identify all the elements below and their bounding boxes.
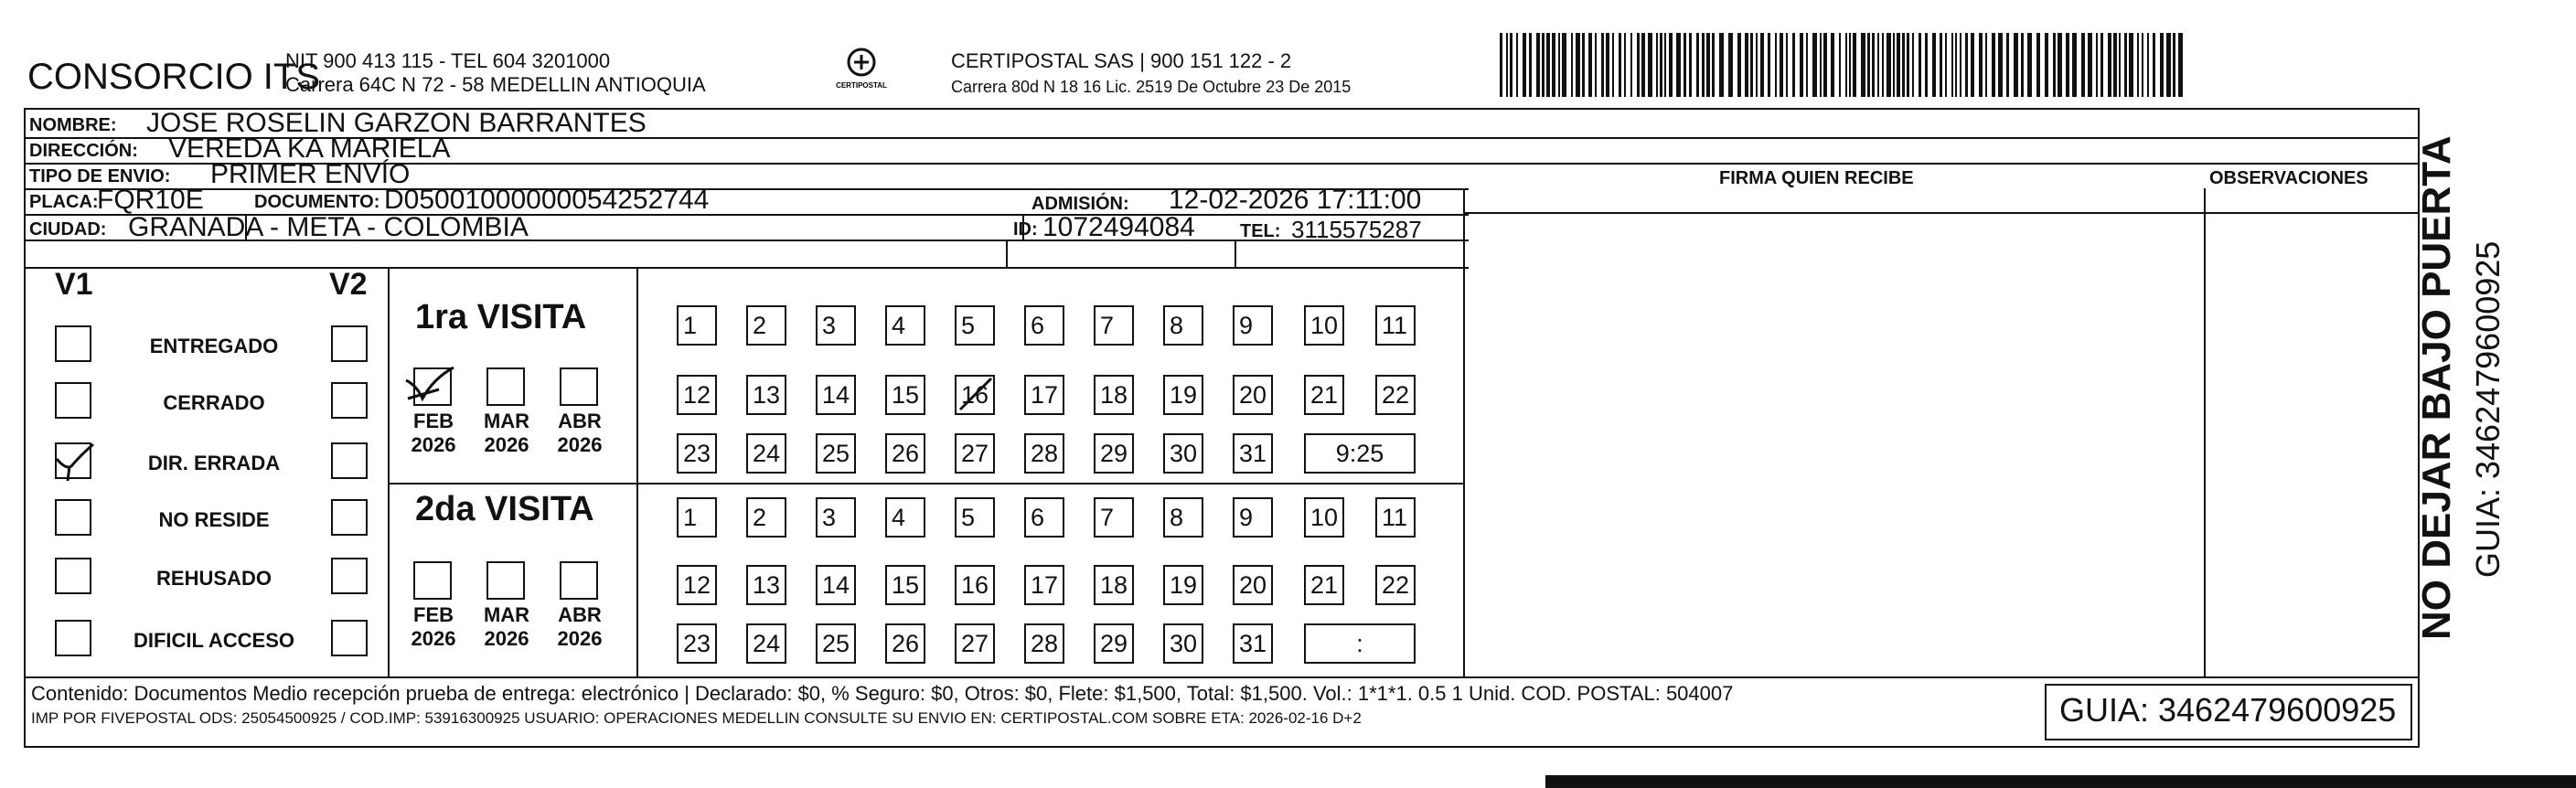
id-value: 1072494084 bbox=[1042, 212, 1195, 242]
v1-checkbox[interactable] bbox=[55, 620, 91, 656]
day-box[interactable]: 10 bbox=[1304, 497, 1344, 538]
day-box[interactable]: 20 bbox=[1233, 565, 1273, 605]
check-mark-icon bbox=[402, 362, 457, 408]
footer-contenido: Contenido: Documentos Medio recepción prueba de entrega: electrónico | Declarado: $0, % Seguro: $0, Otros: $0, Flete: $1,500, Total: $1,500. Vol.: 1*1*1. 0.5 1 Unid. COD. POSTAL: 504007 bbox=[31, 682, 1734, 705]
day-box[interactable]: 13 bbox=[746, 375, 786, 415]
day-box[interactable]: 9 bbox=[1233, 497, 1273, 538]
day-box[interactable]: 6 bbox=[1024, 497, 1064, 538]
courier-info: CERTIPOSTAL SAS | 900 151 122 - 2 bbox=[951, 49, 1292, 72]
month-label: FEB bbox=[413, 410, 454, 432]
company-address: Carrera 64C N 72 - 58 MEDELLIN ANTIOQUIA bbox=[285, 73, 706, 96]
first-visit-time[interactable]: 9:25 bbox=[1304, 433, 1416, 474]
day-box[interactable]: 12 bbox=[677, 565, 717, 605]
id-label: ID: bbox=[1013, 219, 1038, 240]
month-checkbox[interactable] bbox=[560, 561, 598, 600]
barcode bbox=[1500, 33, 2195, 97]
day-box[interactable]: 14 bbox=[816, 375, 856, 415]
day-box[interactable]: 18 bbox=[1094, 375, 1134, 415]
day-box[interactable]: 22 bbox=[1375, 565, 1416, 605]
second-visit-label: 2da VISITA bbox=[415, 490, 594, 528]
day-box[interactable]: 31 bbox=[1233, 623, 1273, 664]
check-mark-icon bbox=[53, 439, 99, 485]
day-box[interactable]: 3 bbox=[816, 305, 856, 346]
day-box[interactable]: 29 bbox=[1094, 623, 1134, 664]
status-label: ENTREGADO bbox=[149, 335, 279, 357]
day-box[interactable]: 6 bbox=[1024, 305, 1064, 346]
day-box[interactable]: 26 bbox=[885, 623, 925, 664]
day-box[interactable]: 5 bbox=[955, 497, 995, 538]
day-box[interactable]: 8 bbox=[1163, 497, 1203, 538]
month-label: MAR bbox=[483, 603, 530, 626]
status-label: DIR. ERRADA bbox=[147, 452, 281, 474]
day-box[interactable]: 28 bbox=[1024, 623, 1064, 664]
company-nit: NIT 900 413 115 - TEL 604 3201000 bbox=[285, 49, 611, 72]
v2-label: V2 bbox=[329, 267, 368, 302]
day-box[interactable]: 4 bbox=[885, 497, 925, 538]
day-box[interactable]: 9 bbox=[1233, 305, 1273, 346]
day-box[interactable]: 21 bbox=[1304, 565, 1344, 605]
no-dejar-bajo-puerta: NO DEJAR BAJO PUERTA bbox=[2414, 135, 2459, 640]
day-box[interactable]: 17 bbox=[1024, 375, 1064, 415]
guia-footer: GUIA: 3462479600925 bbox=[2059, 691, 2397, 729]
day-box[interactable]: 7 bbox=[1094, 305, 1134, 346]
day-box[interactable]: 14 bbox=[816, 565, 856, 605]
side-guia: GUIA: 3462479600925 bbox=[2469, 240, 2507, 578]
day-box[interactable]: 12 bbox=[677, 375, 717, 415]
documento-label: DOCUMENTO: bbox=[254, 192, 380, 212]
v1-checkbox[interactable] bbox=[55, 382, 91, 419]
day-box[interactable]: 23 bbox=[677, 623, 717, 664]
day-box[interactable]: 15 bbox=[885, 375, 925, 415]
month-year: 2026 bbox=[484, 433, 529, 456]
day-box[interactable]: 19 bbox=[1163, 565, 1203, 605]
day-box[interactable]: 7 bbox=[1094, 497, 1134, 538]
day-box[interactable]: 18 bbox=[1094, 565, 1134, 605]
day-box[interactable]: 30 bbox=[1163, 433, 1203, 474]
second-visit-time[interactable]: : bbox=[1304, 623, 1416, 664]
day-box[interactable]: 10 bbox=[1304, 305, 1344, 346]
month-label: FEB bbox=[413, 603, 454, 626]
strike-mark-icon bbox=[955, 373, 997, 415]
month-label: MAR bbox=[483, 410, 530, 432]
day-box[interactable]: 15 bbox=[885, 565, 925, 605]
month-year: 2026 bbox=[484, 627, 529, 650]
ciudad-value: GRANADA - META - COLOMBIA bbox=[128, 212, 529, 242]
day-box[interactable]: 29 bbox=[1094, 433, 1134, 474]
bottom-bar bbox=[1545, 775, 2576, 788]
nombre-label: NOMBRE: bbox=[29, 115, 117, 135]
footer-imp: IMP POR FIVEPOSTAL ODS: 25054500925 / COD.IMP: 53916300925 USUARIO: OPERACIONES MEDELLIN CONSULTE SU ENVIO EN: CERTIPOSTAL.COM SOBRE ETA: 2026-02-16 D+2 bbox=[31, 709, 1362, 727]
day-box[interactable]: 5 bbox=[955, 305, 995, 346]
tipo-envio-label: TIPO DE ENVIO: bbox=[29, 166, 171, 186]
v2-checkbox[interactable] bbox=[331, 442, 368, 479]
v2-checkbox[interactable] bbox=[331, 558, 368, 594]
v2-checkbox[interactable] bbox=[331, 382, 368, 419]
admision-label: ADMISIÓN: bbox=[1031, 194, 1129, 214]
month-checkbox[interactable] bbox=[560, 367, 598, 406]
v2-checkbox[interactable] bbox=[331, 499, 368, 536]
day-box[interactable]: 4 bbox=[885, 305, 925, 346]
day-box[interactable]: 23 bbox=[677, 433, 717, 474]
status-label: NO RESIDE bbox=[158, 508, 270, 531]
month-year: 2026 bbox=[557, 433, 603, 456]
day-box[interactable]: 16 bbox=[955, 375, 995, 415]
first-visit-label: 1ra VISITA bbox=[415, 298, 587, 336]
status-label: REHUSADO bbox=[156, 567, 272, 590]
day-box[interactable]: 19 bbox=[1163, 375, 1203, 415]
direccion-label: DIRECCIÓN: bbox=[29, 141, 138, 161]
day-box[interactable]: 3 bbox=[816, 497, 856, 538]
month-year: 2026 bbox=[411, 433, 456, 456]
direccion-value: VEREDA KA MARIELA bbox=[168, 133, 451, 164]
month-checkbox[interactable] bbox=[486, 367, 525, 406]
month-year: 2026 bbox=[557, 627, 603, 650]
documento-value: D05001000000054252744 bbox=[384, 185, 710, 215]
firma-label: FIRMA QUIEN RECIBE bbox=[1719, 168, 1914, 188]
tel-value: 3115575287 bbox=[1291, 216, 1422, 243]
day-box[interactable]: 2 bbox=[746, 305, 786, 346]
v2-checkbox[interactable] bbox=[331, 325, 368, 362]
company-name: CONSORCIO ITS bbox=[27, 57, 321, 97]
day-box[interactable]: 20 bbox=[1233, 375, 1273, 415]
day-box[interactable]: 30 bbox=[1163, 623, 1203, 664]
day-box[interactable]: 22 bbox=[1375, 375, 1416, 415]
observaciones-label: OBSERVACIONES bbox=[2209, 168, 2368, 188]
tel-label: TEL: bbox=[1240, 221, 1281, 241]
day-box[interactable]: 17 bbox=[1024, 565, 1064, 605]
v2-checkbox[interactable] bbox=[331, 620, 368, 656]
day-box[interactable]: 31 bbox=[1233, 433, 1273, 474]
day-box[interactable]: 21 bbox=[1304, 375, 1344, 415]
month-year: 2026 bbox=[411, 627, 456, 650]
day-box[interactable]: 27 bbox=[955, 623, 995, 664]
day-box[interactable]: 26 bbox=[885, 433, 925, 474]
admision-value: 12-02-2026 17:11:00 bbox=[1169, 185, 1422, 215]
day-box[interactable]: 25 bbox=[816, 623, 856, 664]
day-box[interactable]: 27 bbox=[955, 433, 995, 474]
day-box[interactable]: 11 bbox=[1375, 497, 1416, 538]
v1-checkbox[interactable] bbox=[55, 558, 91, 594]
day-box[interactable]: 11 bbox=[1375, 305, 1416, 346]
month-checkbox[interactable] bbox=[413, 561, 452, 600]
ciudad-label: CIUDAD: bbox=[29, 219, 107, 240]
month-label: ABR bbox=[558, 410, 602, 432]
v1-checkbox[interactable] bbox=[55, 325, 91, 362]
day-box[interactable]: 16 bbox=[955, 565, 995, 605]
nombre-value: JOSE ROSELIN GARZON BARRANTES bbox=[146, 108, 647, 138]
placa-label: PLACA: bbox=[29, 192, 99, 212]
day-box[interactable]: 24 bbox=[746, 623, 786, 664]
day-box[interactable]: 28 bbox=[1024, 433, 1064, 474]
month-label: ABR bbox=[558, 603, 602, 626]
day-box[interactable]: 2 bbox=[746, 497, 786, 538]
status-label: DIFICIL ACCESO bbox=[133, 629, 294, 652]
month-checkbox[interactable] bbox=[486, 561, 525, 600]
tipo-envio-value: PRIMER ENVÍO bbox=[210, 159, 411, 189]
day-box[interactable]: 25 bbox=[816, 433, 856, 474]
day-box[interactable]: 24 bbox=[746, 433, 786, 474]
day-box[interactable]: 13 bbox=[746, 565, 786, 605]
placa-value: FQR10E bbox=[97, 185, 204, 215]
svg-text:CERTIPOSTAL: CERTIPOSTAL bbox=[836, 81, 887, 90]
v1-checkbox[interactable] bbox=[55, 499, 91, 536]
status-label: CERRADO bbox=[163, 391, 265, 414]
day-box[interactable]: 8 bbox=[1163, 305, 1203, 346]
certipostal-logo bbox=[834, 44, 889, 96]
day-box[interactable]: 1 bbox=[677, 305, 717, 346]
courier-address: Carrera 80d N 18 16 Lic. 2519 De Octubre 23 De 2015 bbox=[951, 78, 1352, 96]
certipostal-logo-icon bbox=[834, 44, 889, 91]
v1-label: V1 bbox=[55, 267, 93, 302]
day-box[interactable]: 1 bbox=[677, 497, 717, 538]
